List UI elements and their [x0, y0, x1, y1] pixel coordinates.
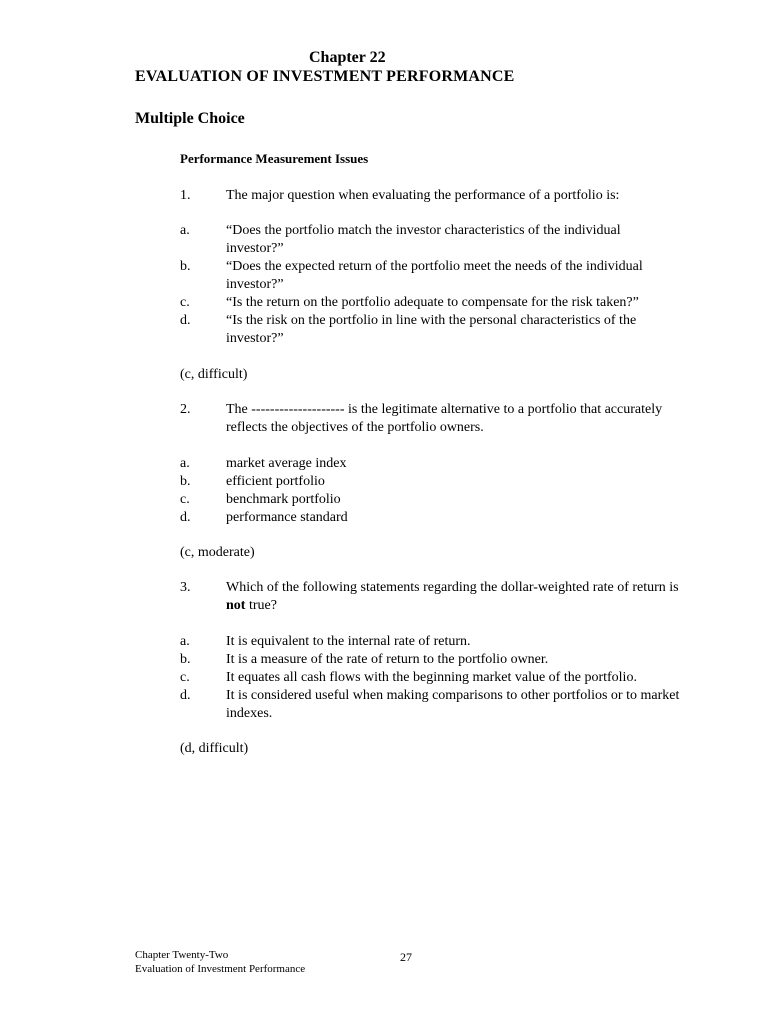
answer-2: (c, moderate): [180, 545, 255, 560]
option-b: b. It is a measure of the rate of return to the portfolio owner.: [180, 652, 549, 667]
option-d: d. “Is the risk on the portfolio in line with the personal characteristics of the investor?”: [180, 313, 637, 346]
option-c: c. It equates all cash flows with the beginning market value of the portfolio.: [180, 670, 637, 685]
question-stem: [180, 401, 680, 437]
page-number: 27: [400, 950, 412, 964]
question-2: [180, 401, 680, 437]
question-number: 2.: [180, 402, 191, 417]
options-3: [180, 633, 680, 723]
question-1: [180, 187, 680, 205]
options-1: [180, 222, 680, 348]
option-d: d. performance standard: [180, 510, 348, 525]
question-stem: [180, 579, 680, 615]
footer-chapter-info: [135, 948, 305, 976]
footer-line-1: Chapter Twenty-Two: [135, 949, 229, 961]
answer-1: (c, difficult): [180, 367, 248, 382]
chapter-number: Chapter 22: [309, 49, 386, 66]
question-number: 1.: [180, 188, 191, 203]
answer-3: (d, difficult): [180, 741, 249, 756]
question-number: 3.: [180, 580, 191, 595]
question-3: [180, 579, 680, 615]
option-a: a. “Does the portfolio match the investor characteristics of the individual investor?”: [180, 223, 621, 256]
option-c: c. “Is the return on the portfolio adequate to compensate for the risk taken?”: [180, 295, 639, 310]
option-a: a. It is equivalent to the internal rate of return.: [180, 634, 471, 649]
section-title: Multiple Choice: [135, 110, 245, 127]
question-text: The -------------------- is the legitimate alternative to a portfolio that accurately reflects the objectives of the portfolio owners.: [226, 402, 663, 435]
option-c: c. benchmark portfolio: [180, 492, 341, 507]
footer-line-2: Evaluation of Investment Performance: [135, 963, 306, 975]
subsection-title: Performance Measurement Issues: [180, 151, 369, 166]
question-stem: [180, 187, 680, 205]
chapter-title: EVALUATION OF INVESTMENT PERFORMANCE: [135, 68, 515, 85]
option-b: b. efficient portfolio: [180, 474, 325, 489]
question-text: The major question when evaluating the performance of a portfolio is:: [226, 188, 620, 203]
option-d: d. It is considered useful when making comparisons to other portfolios or to market indexes.: [180, 688, 680, 721]
option-b: b. “Does the expected return of the portfolio meet the needs of the individual investor?”: [180, 259, 643, 292]
question-text: Which of the following statements regarding the dollar-weighted rate of return is not true?: [226, 580, 679, 613]
option-a: a. market average index: [180, 456, 347, 471]
options-2: [180, 455, 680, 527]
